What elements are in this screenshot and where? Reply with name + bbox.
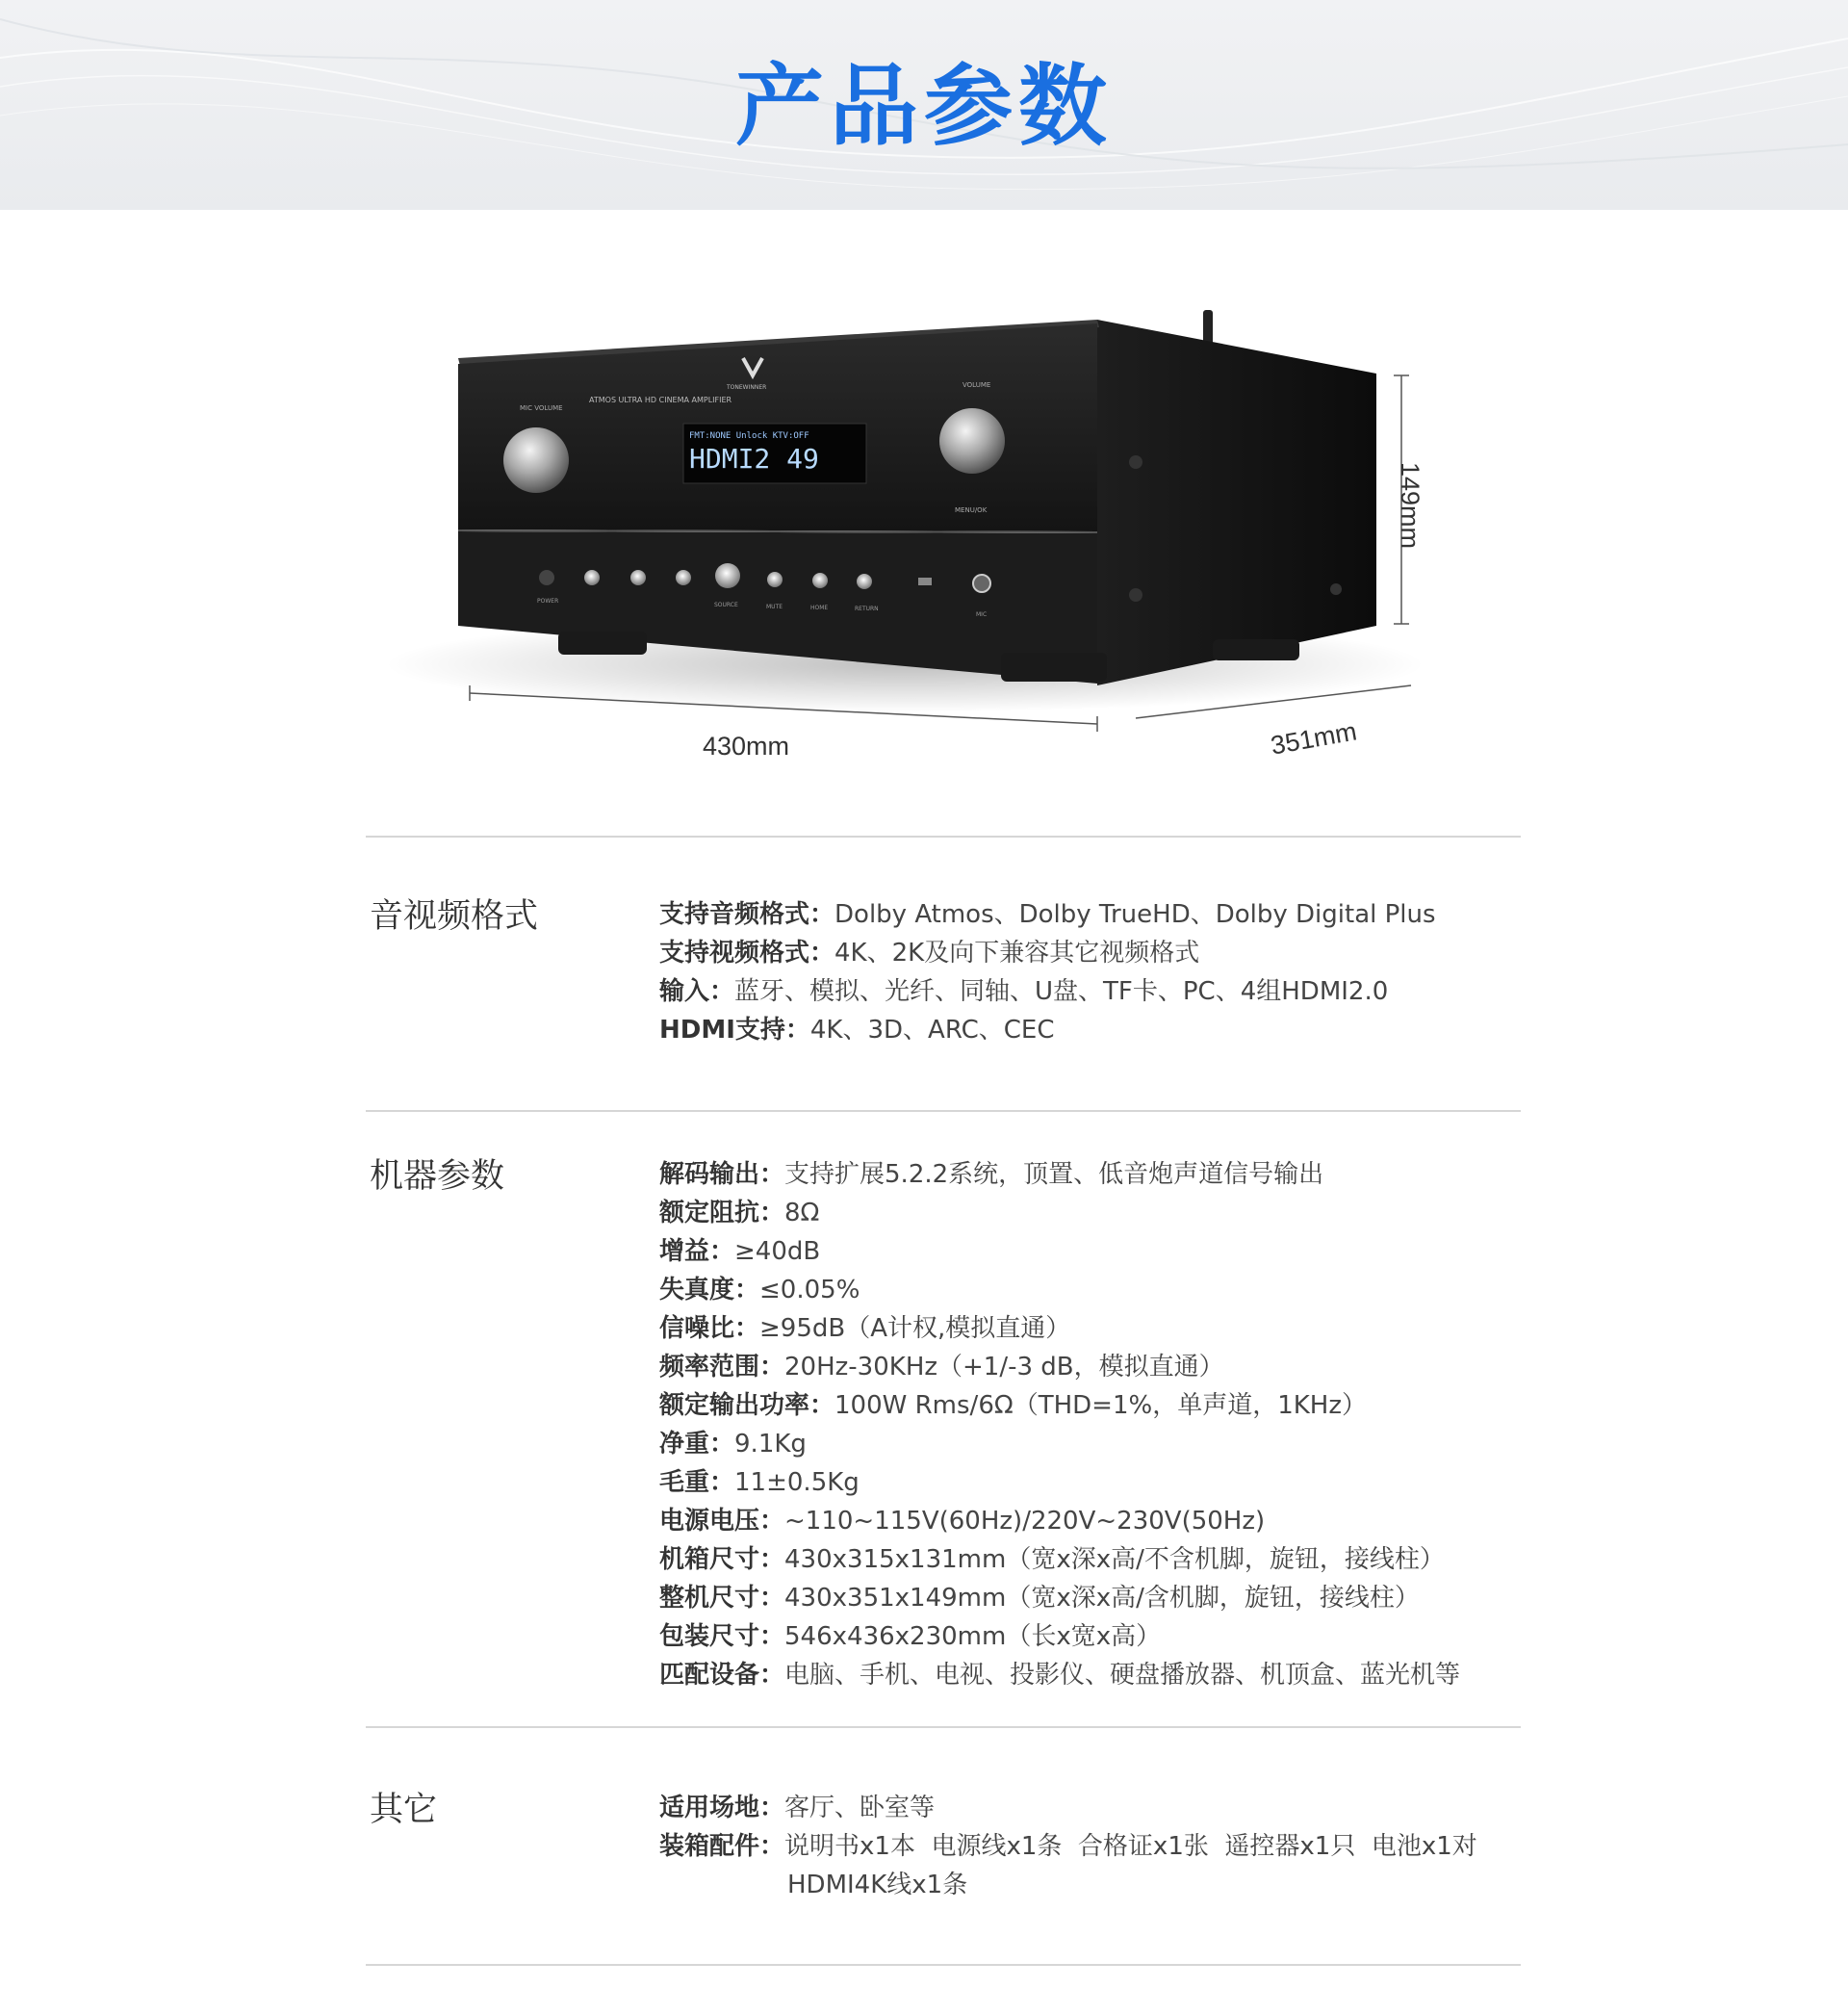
- spec-row: 净重：9.1Kg: [659, 1430, 807, 1459]
- spec-row: 支持视频格式：4K、2K及向下兼容其它视频格式: [659, 939, 1200, 968]
- spec-row: 匹配设备：电脑、手机、电视、投影仪、硬盘播放器、机顶盒、蓝光机等: [659, 1661, 1461, 1690]
- spec-continuation: HDMI4K线x1条: [787, 1871, 968, 1899]
- spec-list: [659, 1155, 1526, 1694]
- display-source-text: HDMI2 49: [689, 443, 819, 475]
- volume-label: VOLUME: [962, 381, 991, 389]
- spec-row: 失真度：≤0.05%: [659, 1276, 860, 1304]
- usb-port: [918, 578, 932, 585]
- section-title: 其它: [370, 1791, 438, 1829]
- svg-text:MUTE: MUTE: [766, 604, 783, 610]
- spec-row: 机箱尺寸：430x315x131mm（宽x深x高/不含机脚，旋钮，接线柱）: [659, 1545, 1445, 1574]
- section-divider: [366, 836, 1521, 838]
- section-title: 音视频格式: [370, 897, 539, 936]
- spec-row: 适用场地：客厅、卧室等: [659, 1794, 936, 1822]
- brand-name: TONEWINNER: [727, 384, 767, 391]
- section-divider: [366, 1726, 1521, 1728]
- spec-row: 频率范围：20Hz-30KHz（+1/-3 dB，模拟直通）: [659, 1353, 1224, 1381]
- height-dimension: 149mm: [1396, 462, 1424, 550]
- display-status-text: FMT:NONE Unlock KTV:OFF: [689, 431, 809, 441]
- section-divider: [366, 1110, 1521, 1112]
- page-title: 产品参数: [734, 55, 1113, 158]
- spec-row: 额定输出功率：100W Rms/6Ω（THD=1%，单声道，1KHz）: [659, 1391, 1367, 1420]
- spec-row: 装箱配件：说明书x1本 电源线x1条 合格证x1张 遥控器x1只 电池x1对: [659, 1832, 1477, 1861]
- spec-row: 解码输出：支持扩展5.2.2系统，顶置、低音炮声道信号输出: [659, 1160, 1324, 1189]
- spec-list: [659, 1789, 1526, 1904]
- section-divider: [366, 1964, 1521, 1966]
- mic-volume-knob: [503, 427, 569, 493]
- source-button-graphic: [715, 563, 740, 588]
- mic-jack: [973, 575, 990, 592]
- spec-row: 信噪比：≥95dB（A计权,模拟直通）: [659, 1314, 1071, 1343]
- section-title: 机器参数: [370, 1157, 505, 1196]
- front-panel-label: ATMOS ULTRA HD CINEMA AMPLIFIER: [589, 396, 732, 404]
- mic-volume-label: MIC VOLUME: [520, 404, 563, 412]
- spec-row: 增益：≥40dB: [659, 1237, 821, 1266]
- svg-text:MIC: MIC: [976, 611, 988, 618]
- spec-row: 输入：蓝牙、模拟、光纤、同轴、U盘、TF卡、PC、4组HDMI2.0: [659, 977, 1389, 1006]
- spec-row: 支持音频格式：Dolby Atmos、Dolby TrueHD、Dolby Digital Plus: [659, 900, 1436, 929]
- spec-row: 毛重：11±0.5Kg: [659, 1468, 860, 1497]
- svg-text:HOME: HOME: [810, 605, 829, 611]
- spec-list: [659, 895, 1526, 1049]
- svg-text:POWER: POWER: [537, 598, 559, 605]
- spec-row: 电源电压：~110~115V(60Hz)/220V~230V(50Hz): [659, 1507, 1266, 1536]
- power-button-graphic: [539, 570, 554, 585]
- depth-dimension: 351mm: [1268, 716, 1359, 761]
- product-image: [366, 289, 1502, 789]
- spec-row: HDMI支持：4K、3D、ARC、CEC: [659, 1016, 1055, 1045]
- header-banner: [0, 0, 1848, 210]
- width-dimension: 430mm: [703, 732, 790, 761]
- spec-row: 整机尺寸：430x351x149mm（宽x深x高/含机脚，旋钮，接线柱）: [659, 1584, 1420, 1613]
- spec-row: 包装尺寸：546x436x230mm（长x宽x高）: [659, 1622, 1162, 1651]
- menu-ok-label: MENU/OK: [955, 506, 988, 514]
- svg-text:RETURN: RETURN: [855, 606, 879, 612]
- volume-knob: [939, 408, 1005, 474]
- amplifier-illustration: [366, 289, 1502, 789]
- svg-text:SOURCE: SOURCE: [714, 602, 738, 608]
- spec-row: 额定阻抗：8Ω: [659, 1199, 820, 1227]
